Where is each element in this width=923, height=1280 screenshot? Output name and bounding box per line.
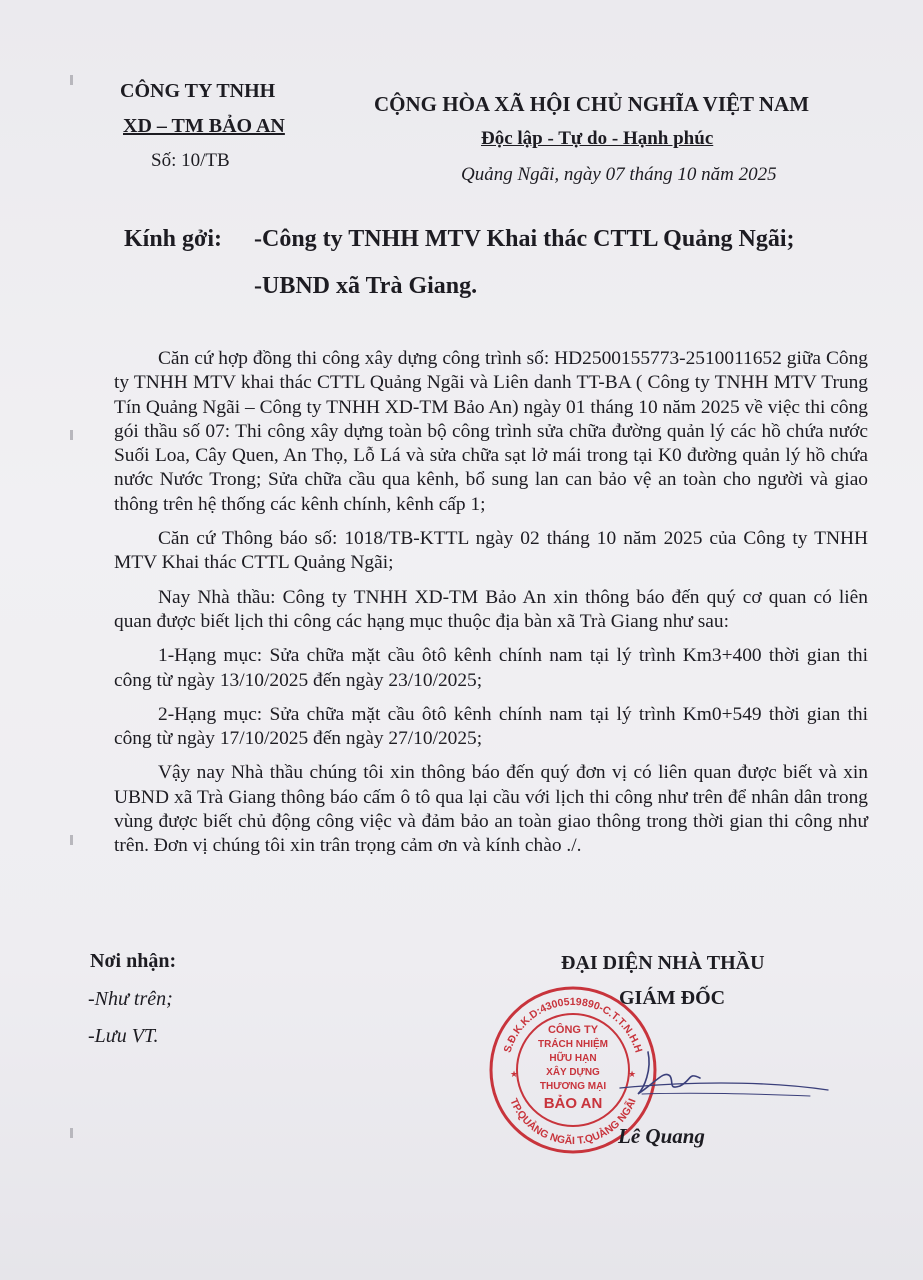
stamp-line: BẢO AN	[543, 1095, 603, 1112]
star-icon: ★	[628, 1070, 637, 1080]
receivers-label: Nơi nhận:	[90, 950, 177, 972]
national-title: CỘNG HÒA XÃ HỘI CHỦ NGHĨA VIỆT NAM	[374, 92, 810, 116]
stamp-ring-bottom: TP.QUẢNG NGÃI T.QUẢNG NGÃI	[507, 1096, 639, 1148]
representative-role: GIÁM ĐỐC	[619, 987, 726, 1009]
greeting-label: Kính gởi:	[124, 226, 222, 252]
paragraph-notice-basis: Căn cứ Thông báo số: 1018/TB-KTTL ngày 02 tháng 10 năm 2025 của Công ty TNHH MTV Khai thác CTTL Quảng Ngãi;	[114, 528, 868, 574]
company-name-line2: XD – TM BẢO AN	[123, 115, 285, 137]
receiver-item: -Lưu VT.	[88, 1025, 159, 1047]
stamp-line: TRÁCH NHIỆM	[538, 1039, 608, 1050]
stamp-line: XÂY DỰNG	[546, 1067, 600, 1078]
recipient-1: -Công ty TNHH MTV Khai thác CTTL Quảng Ngãi;	[254, 226, 795, 252]
recipient-2: -UBND xã Trà Giang.	[254, 273, 478, 299]
paragraph-contract-basis: Căn cứ hợp đồng thi công xây dựng công trình số: HD2500155773-2510011652 giữa Công ty TNHH MTV khai thác CTTL Quảng Ngãi và Liên danh TT-BA ( Công ty TNHH MTV Trung Tín Quảng Ngãi – Công ty TNHH XD-TM Bảo An) ngày 01 tháng 10 năm 2025 về việc thi công gói thầu số 07: Thi công xây dựng toàn bộ công trình sửa chữa đường quản lý các hồ chứa nước Suối Loa, Cây Quen, An Thọ, Lỗ Lá và sửa chữa sạt lở mái trong tại K0 đường quản lý hồ chứa nước Nước Trong; Sửa chữa cầu qua kênh, bổ sung lan can bảo vệ an toàn cho người và giao thông trên hệ thống các kênh chính, kênh cấp 1;	[114, 348, 868, 515]
paragraph-closing: Vậy nay Nhà thầu chúng tôi xin thông báo đến quý đơn vị có liên quan được biết và xin UBND xã Trà Giang thông báo cấm ô tô qua lại cầu với lịch thi công như trên để nhân dân trong vùng được biết chủ động công việc và đảm bảo an toàn giao thông trong thời gian thi công như trên. Đơn vị chúng tôi xin trân trọng cảm ơn và kính chào ./.	[114, 762, 868, 857]
punch-mark	[70, 430, 73, 440]
national-motto: Độc lập - Tự do - Hạnh phúc	[481, 128, 714, 149]
receiver-item: -Như trên;	[88, 988, 173, 1010]
signer-name: Lê Quang	[618, 1124, 705, 1148]
place-date: Quảng Ngãi, ngày 07 tháng 10 năm 2025	[461, 164, 777, 185]
star-icon: ★	[510, 1070, 519, 1080]
stamp-line: HỮU HẠN	[549, 1053, 597, 1064]
punch-mark	[70, 835, 73, 845]
punch-mark	[70, 75, 73, 85]
paragraph-item-1: 1-Hạng mục: Sửa chữa mặt cầu ôtô kênh chính nam tại lý trình Km3+400 thời gian thi công từ ngày 13/10/2025 đến ngày 23/10/2025;	[114, 645, 868, 691]
stamp-ring-top: S.Đ.K.K.D:4300519890-C.T.T.N.H.H	[501, 995, 645, 1055]
stamp-line: THƯƠNG MẠI	[539, 1081, 607, 1092]
handwritten-signature	[560, 1030, 830, 1120]
document-number: Số: 10/TB	[151, 150, 230, 171]
paragraph-item-2: 2-Hạng mục: Sửa chữa mặt cầu ôtô kênh chính nam tại lý trình Km0+549 thời gian thi công từ ngày 17/10/2025 đến ngày 27/10/2025;	[114, 703, 868, 750]
company-name-line1: CÔNG TY TNHH	[120, 80, 276, 102]
representative-title: ĐẠI DIỆN NHÀ THẦU	[561, 952, 765, 974]
stamp-line: CÔNG TY	[547, 1024, 599, 1036]
punch-mark	[70, 1128, 73, 1138]
paragraph-announcement: Nay Nhà thầu: Công ty TNHH XD-TM Bảo An xin thông báo đến quý cơ quan có liên quan được biết lịch thi công các hạng mục thuộc địa bàn xã Trà Giang như sau:	[114, 586, 868, 632]
document-body	[114, 347, 868, 859]
